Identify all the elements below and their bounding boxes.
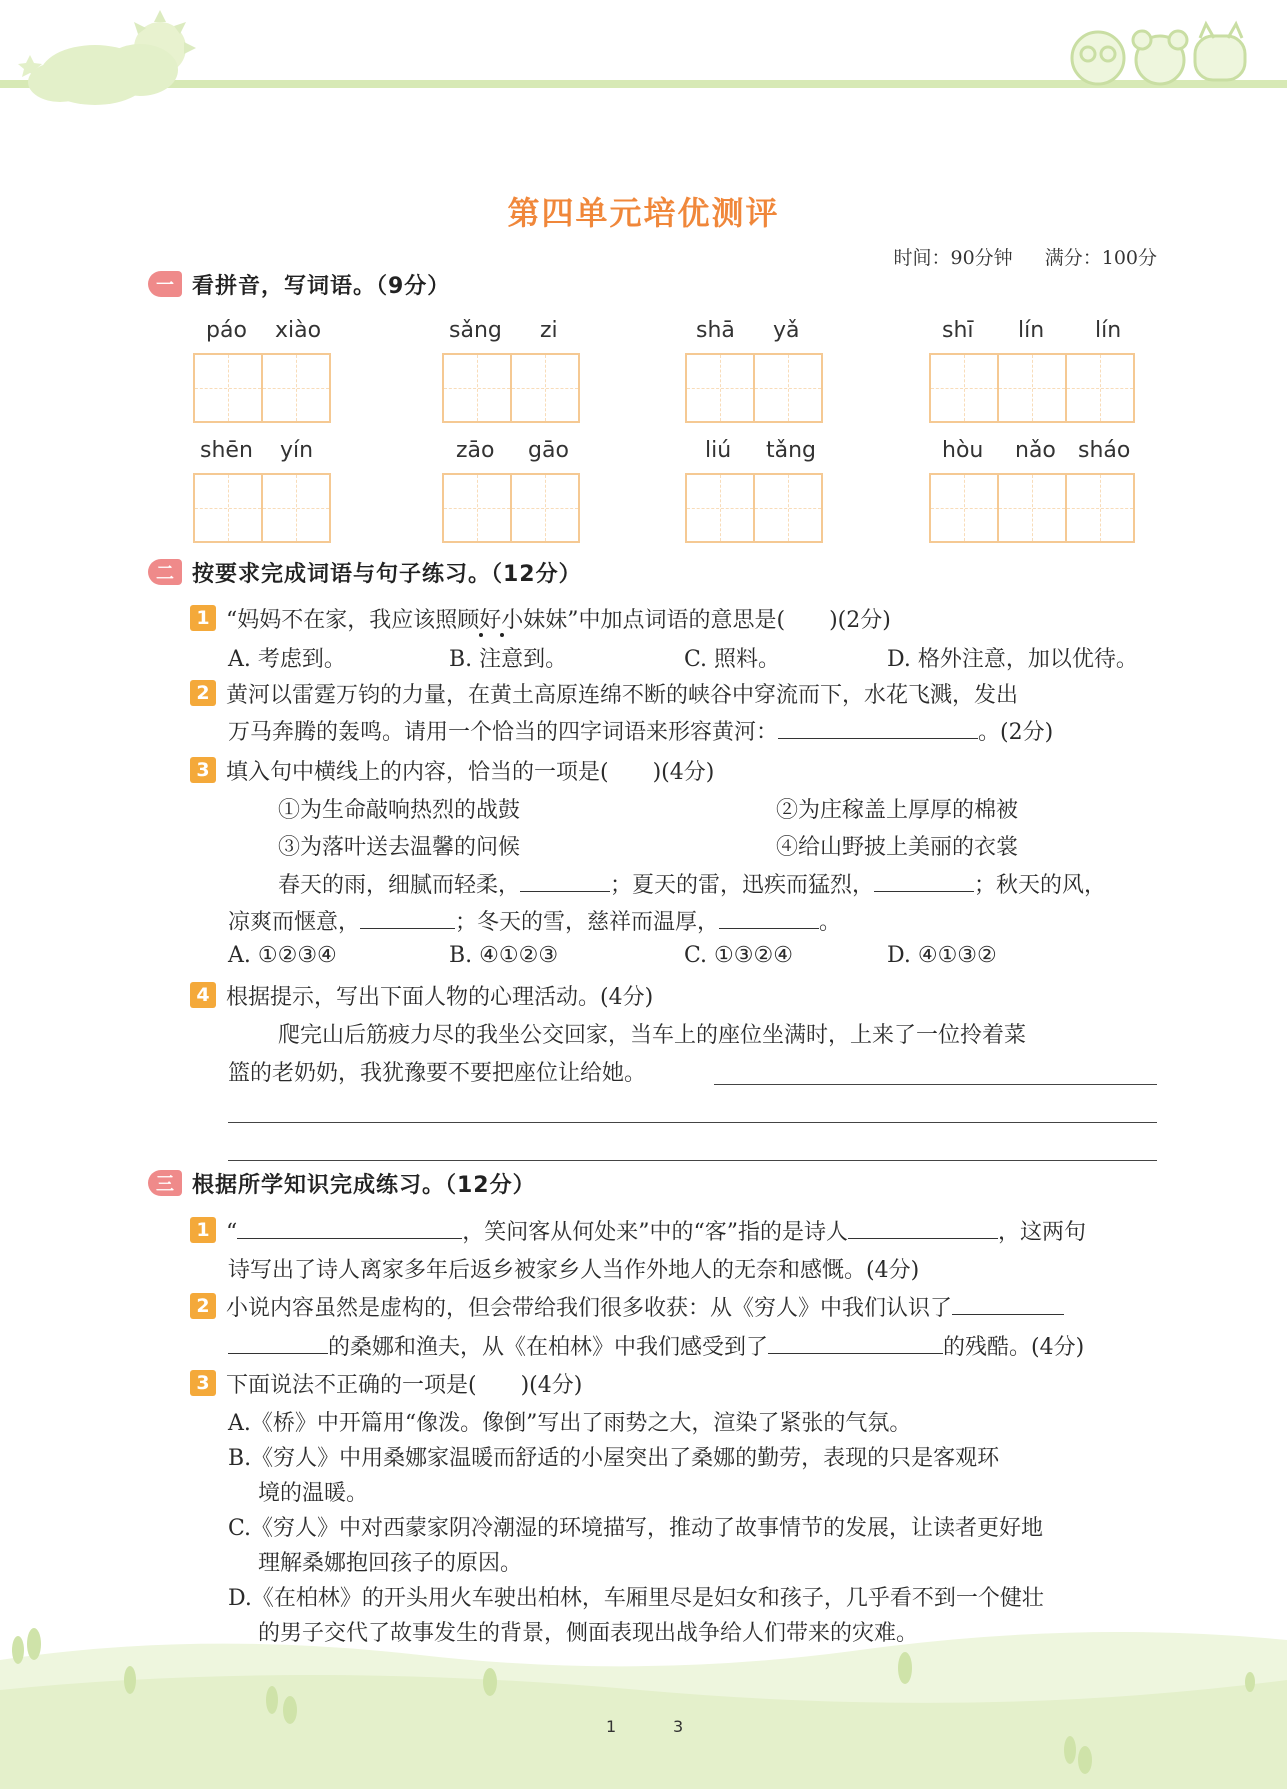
question-number: 4 [190,982,216,1008]
option: D.《在柏林》的开头用火车驶出柏林，车厢里尽是妇女和孩子，几乎看不到一个健壮 [228,1586,1044,1611]
pinyin: nǎo [1015,438,1056,463]
question-text-part: 的桑娜和渔夫，从《在柏林》中我们感受到了 [328,1335,769,1360]
section-badge: 二 [148,559,182,585]
answer-line[interactable] [714,1084,1157,1085]
answer-line[interactable] [228,1160,1157,1161]
cloud-icon [28,44,178,105]
section-title: 看拼音，写词语。（9分） [192,273,451,299]
pinyin: sǎng [449,318,502,343]
emphasis-dot [500,633,504,637]
time-limit: 时间：90分钟 [893,247,1013,269]
answer-blank[interactable] [848,1216,998,1239]
question-text [228,1330,1084,1361]
answer-blank[interactable] [768,1331,943,1354]
option: A. ①②③④ [228,943,337,968]
answer-blank[interactable] [228,1331,328,1354]
pinyin: sháo [1078,438,1131,463]
question-text-part: ，这两句 [998,1220,1087,1245]
section-2-heading [148,557,582,587]
option: C. 照料。 [684,647,781,672]
section-title: 根据所学知识完成练习。（12分） [192,1172,536,1198]
answer-blank[interactable] [360,906,455,929]
option: D. ④①③② [887,943,997,968]
question-text-part: 万马奔腾的轰鸣。请用一个恰当的四字词语来形容黄河： [228,720,779,745]
option: B.《穷人》中用桑娜家温暖而舒适的小屋突出了桑娜的勤劳，表现的只是客观环 [228,1446,1000,1471]
writing-grid[interactable] [442,473,578,543]
answer-blank[interactable] [952,1292,1064,1315]
answer-blank[interactable] [778,716,978,739]
pinyin: lín [1095,318,1122,343]
section-badge: 一 [148,271,182,297]
writing-grid[interactable] [193,353,329,423]
animal-faces-icon [1072,24,1245,84]
pinyin: xiào [275,318,322,343]
writing-grid[interactable] [193,473,329,543]
question-number: 1 [190,1217,216,1243]
question-text [228,715,1053,746]
answer-blank[interactable] [719,906,819,929]
question-text-part: 小说内容虽然是虚构的，但会带给我们很多收获：从《穷人》中我们认识了 [226,1296,953,1321]
writing-grid[interactable] [929,473,1133,543]
answer-line[interactable] [228,1122,1157,1123]
question-text-part: “ [226,1220,238,1245]
question-number: 2 [190,1293,216,1319]
passage-text: 凉爽而惬意， [228,910,361,935]
question-number: 1 [190,605,216,631]
option-continued: 境的温暖。 [258,1481,369,1506]
pinyin: liú [705,438,732,463]
passage-text: ；秋天的风， [974,873,1107,898]
header-decoration [0,0,1287,120]
pinyin: zāo [456,438,495,463]
choice: ④给山野披上美丽的衣裳 [776,835,1019,860]
section-1-heading [148,269,450,299]
passage-text: 春天的雨，细腻而轻柔， [278,873,521,898]
question-text [226,1215,1086,1246]
writing-grid[interactable] [929,353,1133,423]
pinyin: zi [540,318,558,343]
option: B. 注意到。 [449,647,568,672]
question-text-part: ，笑问客从何处来”中的“客”指的是诗人 [462,1220,848,1245]
question-text-part: 的残酷。(4分) [943,1335,1085,1360]
option: C.《穷人》中对西蒙家阴冷潮湿的环境描写，推动了故事情节的发展，让读者更好地 [228,1516,1044,1541]
pinyin: yǎ [773,318,800,343]
question-number: 3 [190,1370,216,1396]
page-number: 3 [673,1717,684,1736]
answer-blank[interactable] [237,1216,462,1239]
pinyin: tǎng [766,438,817,463]
section-badge: 三 [148,1170,182,1196]
question-stem: 根据提示，写出下面人物的心理活动。(4分) [226,985,654,1010]
question-text-part: 。(2分) [978,720,1054,745]
choice: ③为落叶送去温馨的问候 [278,835,521,860]
section-title: 按要求完成词语与句子练习。（12分） [192,561,582,587]
pinyin: shēn [200,438,253,463]
pinyin: gāo [528,438,569,463]
option: D. 格外注意，加以优待。 [887,647,1138,672]
answer-blank[interactable] [874,869,974,892]
passage-text: ；夏天的雷，迅疾而猛烈， [610,873,875,898]
pinyin: shā [696,318,735,343]
passage-line: 篮的老奶奶，我犹豫要不要把座位让给她。 [228,1061,647,1086]
page-title: 第四单元培优测评 [507,194,780,232]
choice: ②为庄稼盖上厚厚的棉被 [776,798,1019,823]
question-stem: “妈妈不在家，我应该照顾好小妹妹”中加点词语的意思是( )(2分) [226,608,891,633]
passage-text: ；冬天的雪，慈祥而温厚， [455,910,720,935]
writing-grid[interactable] [685,353,821,423]
writing-grid[interactable] [442,353,578,423]
question-number: 3 [190,757,216,783]
question-text: 黄河以雷霆万钧的力量，在黄土高原连绵不断的峡谷中穿流而下，水花飞溅，发出 [226,683,1019,708]
passage-line [278,868,1106,899]
page-number: 1 [606,1717,617,1736]
pinyin: hòu [942,438,984,463]
option-continued: 理解桑娜抱回孩子的原因。 [258,1551,523,1576]
passage-line [228,905,841,936]
question-stem: 填入句中横线上的内容，恰当的一项是( )(4分) [226,760,715,785]
option-continued: 的男子交代了故事发生的背景，侧面表现出战争给人们带来的灾难。 [258,1621,919,1646]
exam-meta [868,243,1158,270]
question-number: 2 [190,680,216,706]
answer-blank[interactable] [520,869,610,892]
pinyin: lín [1018,318,1045,343]
passage-text: 。 [819,910,842,935]
pinyin: yín [280,438,314,463]
option: C. ①③②④ [684,943,793,968]
passage-line: 爬完山后筋疲力尽的我坐公交回家，当车上的座位坐满时，上来了一位拎着菜 [278,1023,1027,1048]
question-text: 诗写出了诗人离家多年后返乡被家乡人当作外地人的无奈和感慨。(4分) [228,1258,920,1283]
full-score: 满分：100分 [1044,247,1157,269]
choice: ①为生命敲响热烈的战鼓 [278,798,521,823]
option: A.《桥》中开篇用“像泼。像倒”写出了雨势之大，渲染了紧张的气氛。 [228,1411,912,1436]
pinyin: páo [206,318,247,343]
question-stem: 下面说法不正确的一项是( )(4分) [226,1373,583,1398]
pinyin: shī [942,318,974,343]
option: A. 考虑到。 [228,647,346,672]
section-3-heading [148,1168,536,1198]
writing-grid[interactable] [685,473,821,543]
option: B. ④①②③ [449,943,559,968]
emphasis-dot [479,633,483,637]
question-text [226,1291,1064,1322]
